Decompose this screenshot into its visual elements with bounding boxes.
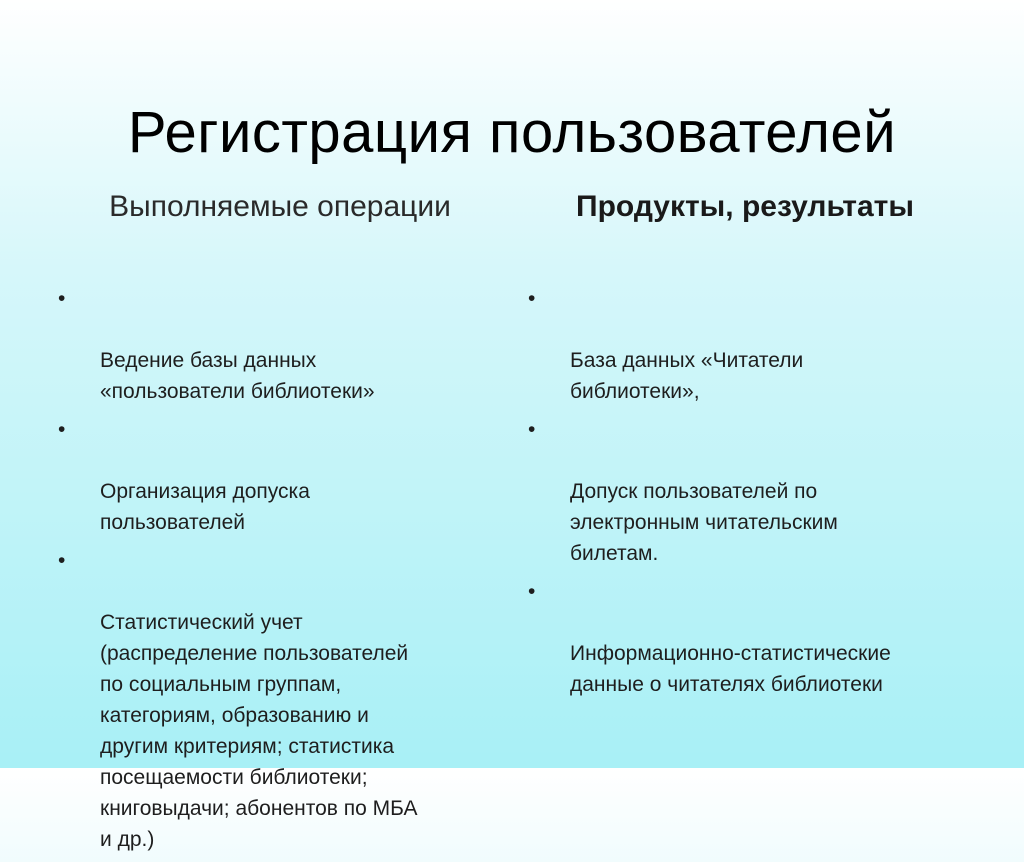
list-item (528, 576, 978, 700)
bullet-icon: • (528, 418, 536, 441)
results-list (528, 283, 978, 707)
list-item-text: Допуск пользователей по электронным читательским билетам. (570, 480, 838, 565)
left-column-heading: Выполняемые операции (109, 190, 451, 223)
bullet-icon: • (58, 287, 66, 310)
bullet-icon: • (58, 549, 66, 572)
list-item-text: База данных «Читатели библиотеки», (570, 349, 804, 403)
bullet-icon: • (58, 418, 66, 441)
list-item (58, 545, 498, 855)
list-item-text: Статистический учет (распределение пользователей по социальным группам, категориям, образованию и другим критериям; статистика посещаемости библиотеки; книговыдачи; абонентов по МБА и др.) (100, 611, 418, 851)
list-item-text: Организация допуска пользователей (100, 480, 310, 534)
list-item-text: Ведение базы данных «пользователи библиотеки» (100, 349, 375, 403)
right-column-heading: Продукты, результаты (576, 190, 914, 223)
list-item (58, 414, 498, 538)
bullet-icon: • (528, 287, 536, 310)
bullet-icon: • (528, 580, 536, 603)
list-item (528, 414, 978, 569)
list-item-text: Информационно-статистические данные о читателях библиотеки (570, 642, 891, 696)
list-item (528, 283, 978, 407)
operations-list (58, 283, 498, 862)
slide-title: Регистрация пользователей (127, 99, 897, 165)
list-item (58, 283, 498, 407)
